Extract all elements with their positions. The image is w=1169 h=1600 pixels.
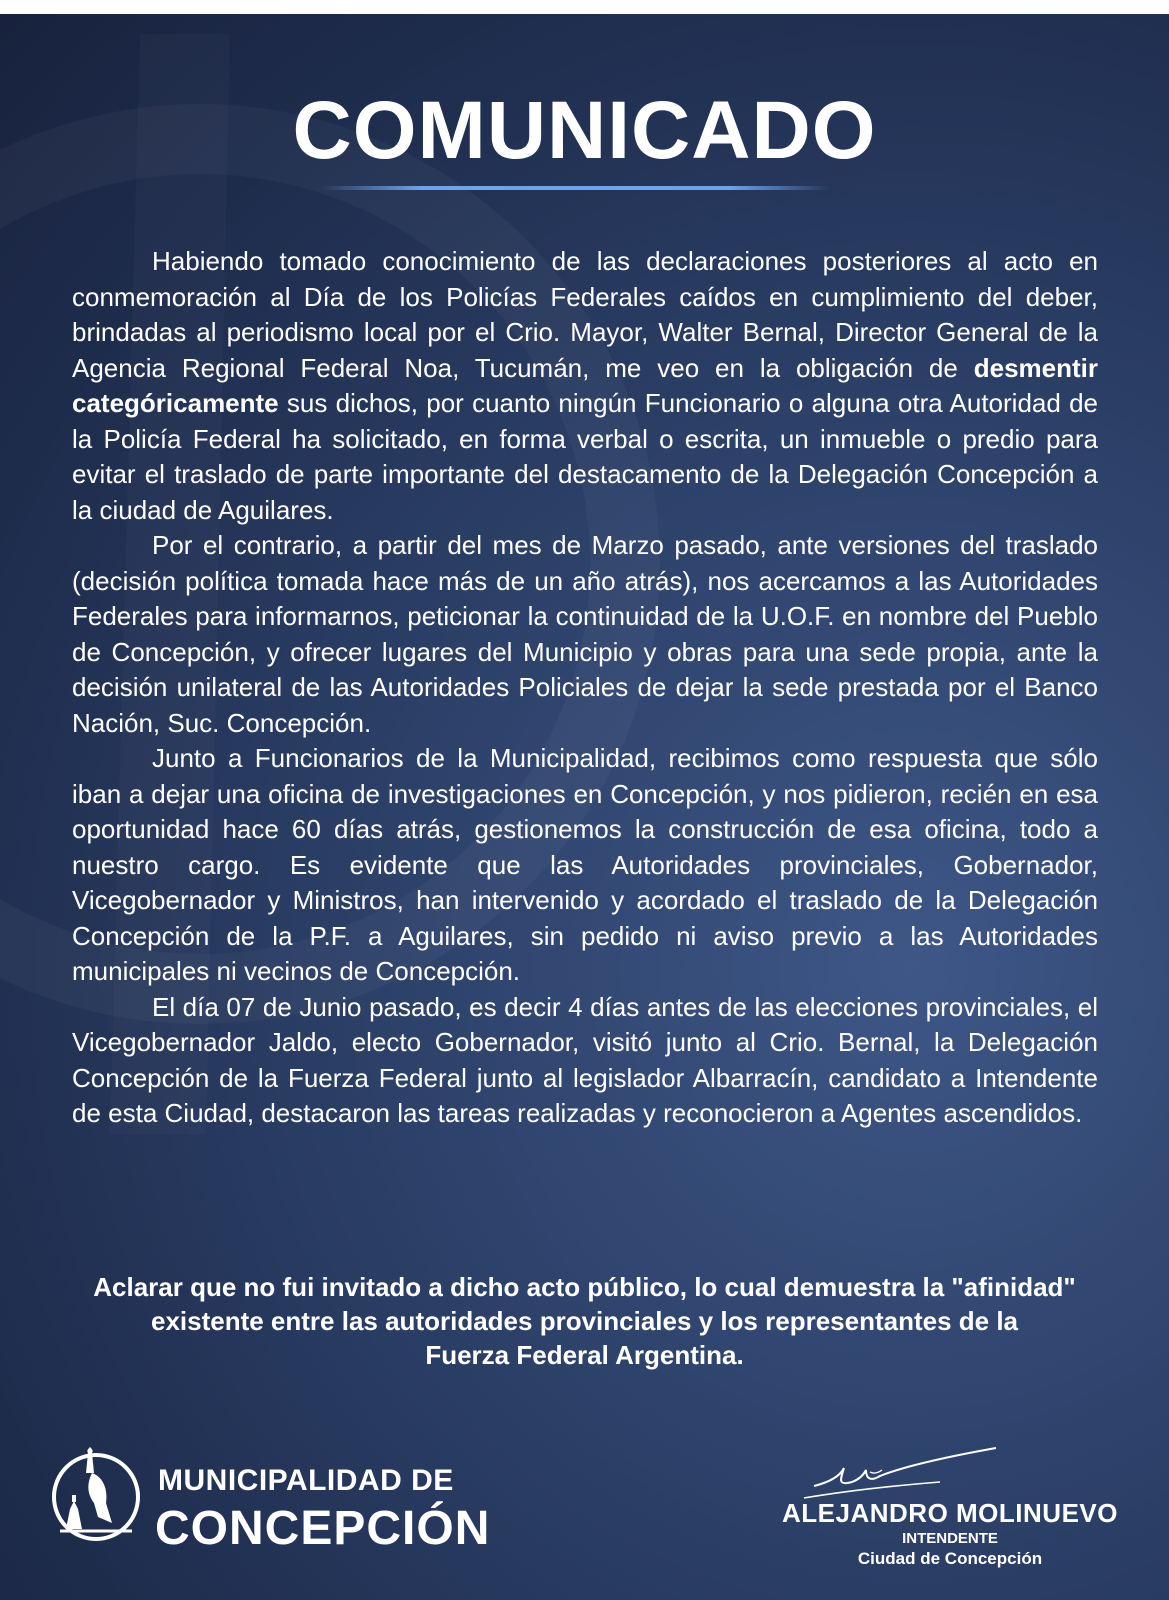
signer-block [760, 1498, 1140, 1569]
closing-line-3: Fuerza Federal Argentina. [425, 1340, 744, 1370]
signer-role: INTENDENTE [902, 1530, 998, 1547]
title-underline [320, 186, 830, 190]
closing-line-1: Aclarar que no fui invitado a dicho acto público, lo cual demuestra la "afinidad" [93, 1272, 1076, 1302]
paragraph-1-start: Habiendo tomado conocimiento de las declaraciones posteriores al acto en conmemoración al Día de los Policías Federales caídos en cumplimiento del deber, brindadas al periodismo local por el Crio. Mayor, Walter Bernal, Director General de la Agencia Regional Federal Noa, Tucumán, me veo en la obligación de [72, 246, 1098, 383]
municipality-seal-icon [48, 1447, 144, 1543]
closing-line-2: existente entre las autoridades provinciales y los representantes de la [150, 1306, 1019, 1336]
paragraph-1-end: sus dichos, por cuanto ningún Funcionario o alguna otra Autoridad de la Policía Federal ha solicitado, en forma verbal o escrita, un inmueble o predio para evitar el traslado de parte importante del destacamento de la Delegación Concepción a la ciudad de Aguilares. [72, 388, 1098, 525]
page-title: COMUNICADO [292, 85, 877, 176]
paragraph-3: Junto a Funcionarios de la Municipalidad, recibimos como respuesta que sólo iban a dejar una oficina de investigaciones en Concepción, y nos pidieron, recién en esa oportunidad hace 60 días atrás, gestionemos la construcción de esa oficina, todo a nuestro cargo. Es evidente que las Autoridades provinciales, Gobernador, Vicegobernador y Ministros, han intervenido y acordado el traslado de la Delegación Concepción de la P.F. a Aguilares, sin pedido ni aviso previo a las Autoridades municipales ni vecinos de Concepción. [72, 743, 1098, 986]
communique-sheet [0, 14, 1169, 1600]
paragraph-1 [72, 244, 1098, 528]
paragraph-1-emphasis: desmentir categóricamente [72, 352, 1098, 418]
organization-name-line2: CONCEPCIÓN [155, 1502, 491, 1555]
signer-city: Ciudad de Concepción [857, 1549, 1043, 1568]
paragraph-2: Por el contrario, a partir del mes de Marzo pasado, ante versiones del traslado (decisión política tomada hace más de un año atrás), nos acercamos a las Autoridades Federales para informarnos, peticionar la continuidad de la U.O.F. en nombre del Pueblo de Concepción, y ofrecer lugares del Municipio y obras para una sede propia, ante la decisión unilateral de las Autoridades Policiales de dejar la sede prestada por el Banco Nación, Suc. Concepción. [72, 530, 1098, 738]
signer-name: ALEJANDRO MOLINUEVO [782, 1498, 1118, 1528]
communique-body [72, 244, 1098, 1132]
closing-statement [40, 1270, 1129, 1372]
paragraph-4: El día 07 de Junio pasado, es decir 4 días antes de las elecciones provinciales, el Vicegobernador Jaldo, electo Gobernador, visitó junto al Crio. Bernal, la Delegación Concepción de la Fuerza Federal junto al legislador Albarracín, candidato a Intendente de esta Ciudad, destacaron las tareas realizadas y reconocieron a Agentes ascendidos. [72, 991, 1098, 1128]
organization-name-line1: MUNICIPALIDAD DE [158, 1464, 454, 1497]
